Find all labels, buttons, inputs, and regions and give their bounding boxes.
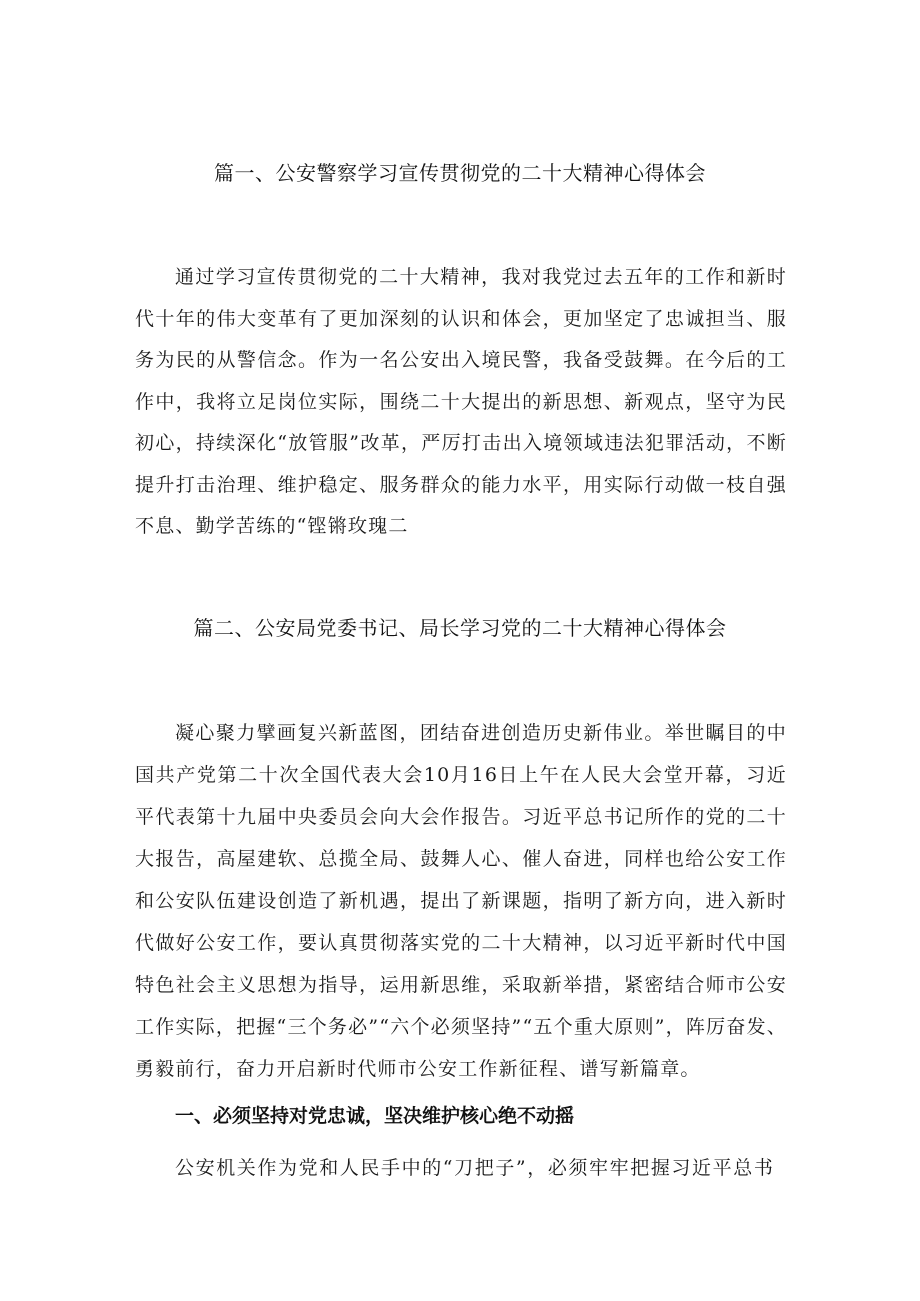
section2-paragraph: 凝心聚力擘画复兴新蓝图，团结奋进创造历史新伟业。举世瞩目的中国共产党第二十次全国代表大会10月16日上午在人民大会堂开幕，习近平代表第十九届中央委员会向大会作报告。习近平总书记所作的党的二十大报告，高屋建软、总揽全局、鼓舞人心、催人奋进，同样也给公安工作和公安队伍建设创造了新机遇，提出了新课题，指明了新方向，进入新时代做好公安工作，要认真贯彻落实党的二十大精神，以习近平新时代中国特色社会主义思想为指导，运用新思维，采取新举措，紧密结合师市公安工作实际，把握“三个务必”“六个必须坚持”“五个重大原则”，阵厉奋发、勇毅前行，奋力开启新时代师市公安工作新征程、谱写新篇章。 — [135, 722, 787, 1080]
section1-paragraph: 通过学习宣传贯彻党的二十大精神，我对我党过去五年的工作和新时代十年的伟大变革有了更加深刻的认识和体会，更加坚定了忠诚担当、服务为民的从警信念。作为一名公安出入境民警，我备受鼓舞。在今后的工作中，我将立足岗位实际，围绕二十大提出的新思想、新观点，坚守为民初心，持续深化“放管服”改革，严厉打击出入境领域违法犯罪活动，不断提升打击治理、维护稳定、服务群众的能力水平，用实际行动做一枝自强不息、勤学苦练的“铿锵玫瑰二 — [135, 266, 787, 537]
section2-title: 篇二、公安局党委书记、局长学习党的二十大精神心得体会 — [193, 616, 727, 640]
section2-paragraph2: 公安机关作为党和人民手中的“刀把子”，必须牢牢把握习近平总书 — [175, 1157, 775, 1179]
section1-title: 篇一、公安警察学习宣传贯彻党的二十大精神心得体会 — [214, 161, 706, 185]
section2-subheading: 一、必须坚持对党忠诚，坚决维护核心绝不动摇 — [175, 1105, 575, 1127]
